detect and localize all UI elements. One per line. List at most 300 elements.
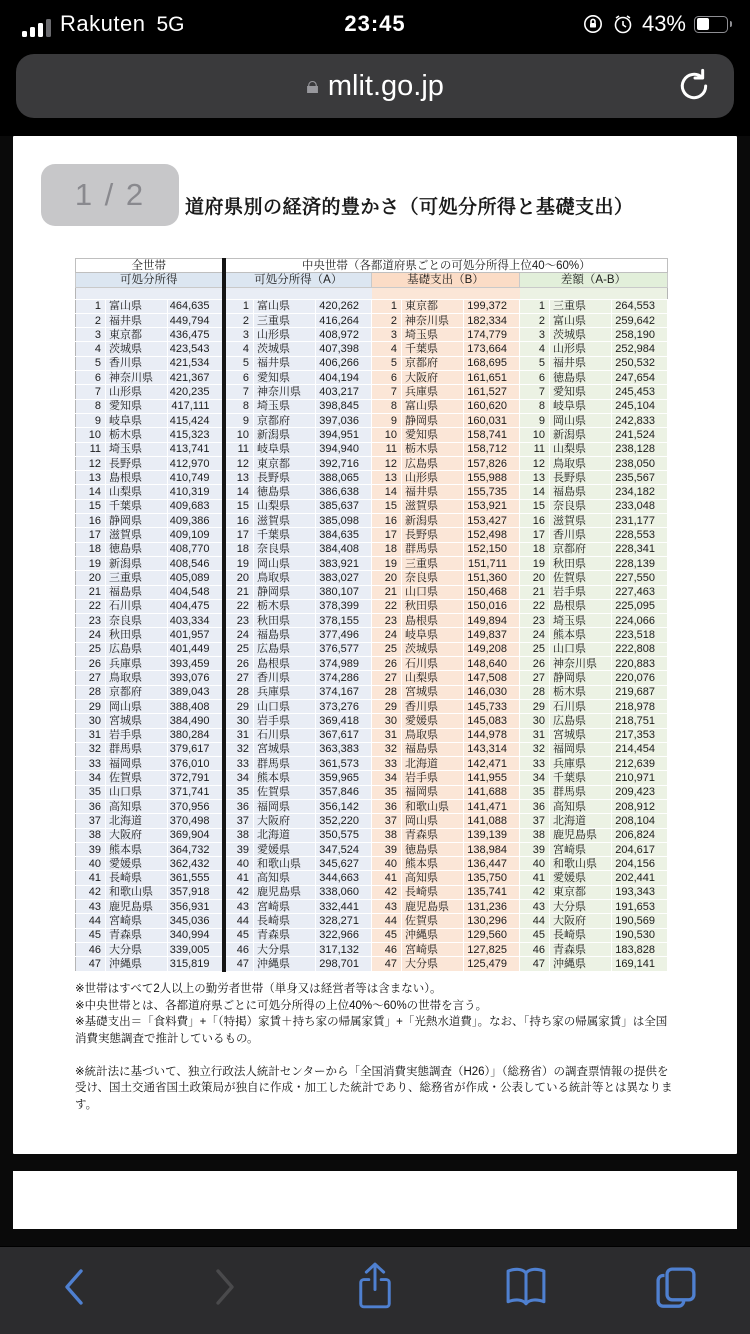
val-cell: 158,741 [464,428,520,442]
name-cell: 岩手県 [106,728,168,742]
back-button[interactable] [48,1261,100,1313]
val-cell: 403,334 [168,614,224,628]
share-icon [355,1261,395,1313]
val-cell: 317,132 [316,942,372,956]
rank-cell: 35 [76,785,106,799]
val-cell: 344,663 [316,871,372,885]
column-header: 差額（A-B） [520,273,668,287]
val-cell: 161,651 [464,371,520,385]
name-cell: 岐阜県 [106,413,168,427]
val-cell: 383,921 [316,556,372,570]
name-cell: 岡山県 [550,413,612,427]
prefecture-income-table [75,258,668,972]
name-cell: 群馬県 [550,785,612,799]
rank-cell: 1 [224,299,254,313]
name-cell: 茨城県 [106,342,168,356]
val-cell: 388,065 [316,471,372,485]
val-cell: 169,141 [612,957,668,971]
rank-cell: 15 [372,499,402,513]
rank-cell: 22 [76,599,106,613]
rank-cell: 40 [372,857,402,871]
rank-cell: 9 [372,413,402,427]
name-cell: 大阪府 [550,914,612,928]
table-row [76,957,668,971]
rank-cell: 46 [372,942,402,956]
safari-toolbar [0,1246,750,1334]
val-cell: 371,741 [168,785,224,799]
name-cell: 東京都 [254,456,316,470]
table-row [76,914,668,928]
rank-cell: 7 [520,385,550,399]
name-cell: 山形県 [402,471,464,485]
val-cell: 125,479 [464,957,520,971]
rank-cell: 11 [224,442,254,456]
rank-cell: 3 [76,328,106,342]
rank-cell: 45 [520,928,550,942]
name-cell: 徳島県 [254,485,316,499]
name-cell: 石川県 [550,699,612,713]
val-cell: 224,066 [612,614,668,628]
val-cell: 146,030 [464,685,520,699]
name-cell: 宮崎県 [402,942,464,956]
name-cell: 山口県 [106,785,168,799]
rank-cell: 25 [76,642,106,656]
val-cell: 151,360 [464,571,520,585]
rank-cell: 47 [372,957,402,971]
name-cell: 千葉県 [402,342,464,356]
rank-cell: 31 [224,728,254,742]
table-row [76,499,668,513]
val-cell: 228,553 [612,528,668,542]
table-row [76,900,668,914]
name-cell: 静岡県 [402,413,464,427]
carrier-label: Rakuten [60,11,146,36]
val-cell: 363,383 [316,742,372,756]
val-cell: 174,779 [464,328,520,342]
page-indicator-badge: 1 / 2 [41,164,179,226]
val-cell: 374,167 [316,685,372,699]
val-cell: 208,104 [612,814,668,828]
val-cell: 401,957 [168,628,224,642]
rank-cell: 7 [224,385,254,399]
name-cell: 大分県 [254,942,316,956]
val-cell: 218,751 [612,714,668,728]
val-cell: 227,550 [612,571,668,585]
val-cell: 160,031 [464,413,520,427]
rank-cell: 30 [520,714,550,728]
rank-cell: 8 [520,399,550,413]
url-domain-label: mlit.go.jp [327,69,444,102]
val-cell: 373,276 [316,699,372,713]
name-cell: 静岡県 [106,514,168,528]
chevron-left-icon [59,1265,89,1309]
rank-cell: 20 [224,571,254,585]
rank-cell: 47 [224,957,254,971]
rank-cell: 26 [520,657,550,671]
val-cell: 149,208 [464,642,520,656]
name-cell: 奈良県 [106,614,168,628]
name-cell: 香川県 [254,671,316,685]
val-cell: 404,475 [168,599,224,613]
rank-cell: 19 [372,556,402,570]
name-cell: 青森県 [254,928,316,942]
rank-cell: 3 [520,328,550,342]
name-cell: 千葉県 [550,771,612,785]
val-cell: 376,010 [168,757,224,771]
name-cell: 滋賀県 [254,514,316,528]
name-cell: 長野県 [106,456,168,470]
val-cell: 338,060 [316,885,372,899]
val-cell: 409,386 [168,514,224,528]
name-cell: 熊本県 [106,842,168,856]
name-cell: 和歌山県 [402,799,464,813]
table-row [76,528,668,542]
table-row [76,428,668,442]
footnote-block-2 [75,1064,675,1114]
val-cell: 401,449 [168,642,224,656]
table-row [76,356,668,370]
rank-cell: 27 [76,671,106,685]
name-cell: 富山県 [550,313,612,327]
rank-cell: 2 [224,313,254,327]
rank-cell: 23 [76,614,106,628]
rank-cell: 8 [372,399,402,413]
name-cell: 北海道 [550,814,612,828]
rank-cell: 5 [76,356,106,370]
rank-cell: 18 [224,542,254,556]
val-cell: 252,984 [612,342,668,356]
name-cell: 山口県 [550,642,612,656]
val-cell: 406,266 [316,356,372,370]
val-cell: 135,750 [464,871,520,885]
name-cell: 愛知県 [254,371,316,385]
name-cell: 岐阜県 [402,628,464,642]
val-cell: 209,423 [612,785,668,799]
rank-cell: 29 [76,699,106,713]
val-cell: 147,508 [464,671,520,685]
rank-cell: 30 [224,714,254,728]
val-cell: 340,994 [168,928,224,942]
name-cell: 愛媛県 [402,714,464,728]
val-cell: 222,808 [612,642,668,656]
rank-cell: 43 [372,900,402,914]
val-cell: 234,182 [612,485,668,499]
val-cell: 149,837 [464,628,520,642]
address-bar[interactable] [16,54,734,118]
name-cell: 京都府 [550,542,612,556]
rank-cell: 21 [372,585,402,599]
pdf-viewport[interactable] [0,136,750,1246]
val-cell: 347,524 [316,842,372,856]
rank-cell: 35 [224,785,254,799]
rank-cell: 26 [372,657,402,671]
share-button[interactable] [349,1261,401,1313]
rank-cell: 42 [520,885,550,899]
rank-cell: 40 [76,857,106,871]
rank-cell: 35 [520,785,550,799]
val-cell: 153,921 [464,499,520,513]
rank-cell: 21 [520,585,550,599]
val-cell: 228,341 [612,542,668,556]
val-cell: 228,139 [612,556,668,570]
val-cell: 361,573 [316,757,372,771]
rank-cell: 30 [372,714,402,728]
val-cell: 415,323 [168,428,224,442]
val-cell: 385,637 [316,499,372,513]
name-cell: 山梨県 [254,499,316,513]
name-cell: 愛媛県 [550,871,612,885]
rank-cell: 45 [76,928,106,942]
name-cell: 滋賀県 [402,499,464,513]
rank-cell: 5 [520,356,550,370]
name-cell: 東京都 [402,299,464,313]
name-cell: 佐賀県 [402,914,464,928]
rank-cell: 6 [76,371,106,385]
rank-cell: 7 [76,385,106,399]
val-cell: 357,846 [316,785,372,799]
footnote-line: ※世帯はすべて2人以上の勤労者世帯（単身又は経営者等は含まない）。 [75,983,442,995]
table-row [76,399,668,413]
name-cell: 宮崎県 [106,914,168,928]
name-cell: 和歌山県 [550,857,612,871]
chevron-right-icon [210,1265,240,1309]
cellular-signal-icon [22,19,51,37]
rank-cell: 14 [372,485,402,499]
name-cell: 秋田県 [106,628,168,642]
val-cell: 383,027 [316,571,372,585]
name-cell: 奈良県 [402,571,464,585]
name-cell: 長崎県 [402,885,464,899]
name-cell: 大阪府 [254,814,316,828]
val-cell: 155,988 [464,471,520,485]
val-cell: 143,314 [464,742,520,756]
name-cell: 鳥取県 [402,728,464,742]
name-cell: 京都府 [106,685,168,699]
rank-cell: 22 [224,599,254,613]
val-cell: 160,620 [464,399,520,413]
rank-cell: 24 [372,628,402,642]
reload-button[interactable] [674,66,714,106]
rank-cell: 16 [520,514,550,528]
name-cell: 三重県 [550,299,612,313]
rank-cell: 34 [520,771,550,785]
rank-cell: 2 [76,313,106,327]
rank-cell: 16 [372,514,402,528]
rank-cell: 35 [372,785,402,799]
rank-cell: 36 [520,799,550,813]
rank-cell: 36 [224,799,254,813]
name-cell: 福岡県 [402,785,464,799]
val-cell: 372,791 [168,771,224,785]
name-cell: 愛媛県 [254,842,316,856]
val-cell: 394,951 [316,428,372,442]
rank-cell: 2 [520,313,550,327]
val-cell: 150,468 [464,585,520,599]
alarm-icon [612,13,634,35]
rank-cell: 44 [372,914,402,928]
val-cell: 359,965 [316,771,372,785]
val-cell: 233,048 [612,499,668,513]
rank-cell: 10 [372,428,402,442]
rank-cell: 39 [372,842,402,856]
val-cell: 350,575 [316,828,372,842]
pdf-page-1 [13,136,737,1154]
name-cell: 鹿児島県 [254,885,316,899]
name-cell: 長崎県 [550,928,612,942]
name-cell: 島根県 [402,614,464,628]
val-cell: 408,972 [316,328,372,342]
val-cell: 138,984 [464,842,520,856]
rank-cell: 6 [224,371,254,385]
rank-cell: 36 [372,799,402,813]
name-cell: 福島県 [550,485,612,499]
val-cell: 409,683 [168,499,224,513]
name-cell: 宮崎県 [550,842,612,856]
name-cell: 奈良県 [550,499,612,513]
val-cell: 405,089 [168,571,224,585]
val-cell: 153,427 [464,514,520,528]
rank-cell: 32 [372,742,402,756]
table-row [76,342,668,356]
val-cell: 369,904 [168,828,224,842]
rank-cell: 20 [372,571,402,585]
val-cell: 225,095 [612,599,668,613]
name-cell: 神奈川県 [550,657,612,671]
name-cell: 広島県 [106,642,168,656]
tabs-button[interactable] [650,1261,702,1313]
name-cell: 沖縄県 [402,928,464,942]
val-cell: 421,534 [168,356,224,370]
val-cell: 190,569 [612,914,668,928]
name-cell: 滋賀県 [550,514,612,528]
val-cell: 408,546 [168,556,224,570]
rank-cell: 24 [520,628,550,642]
val-cell: 345,627 [316,857,372,871]
rank-cell: 28 [520,685,550,699]
rank-cell: 46 [224,942,254,956]
rank-cell: 19 [224,556,254,570]
name-cell: 北海道 [254,828,316,842]
val-cell: 204,156 [612,857,668,871]
val-cell: 220,883 [612,657,668,671]
name-cell: 熊本県 [550,628,612,642]
name-cell: 北海道 [106,814,168,828]
rank-cell: 46 [520,942,550,956]
val-cell: 168,695 [464,356,520,370]
rank-cell: 39 [520,842,550,856]
name-cell: 広島県 [550,714,612,728]
name-cell: 石川県 [254,728,316,742]
val-cell: 362,432 [168,857,224,871]
rank-cell: 11 [76,442,106,456]
val-cell: 245,104 [612,399,668,413]
name-cell: 高知県 [254,871,316,885]
rank-cell: 14 [224,485,254,499]
name-cell: 東京都 [550,885,612,899]
val-cell: 227,463 [612,585,668,599]
table-row [76,785,668,799]
val-cell: 464,635 [168,299,224,313]
rank-cell: 37 [372,814,402,828]
val-cell: 409,109 [168,528,224,542]
name-cell: 千葉県 [254,528,316,542]
name-cell: 岩手県 [402,771,464,785]
val-cell: 259,642 [612,313,668,327]
rank-cell: 4 [372,342,402,356]
document-title: 道府県別の経済的豊かさ（可処分所得と基礎支出） [185,197,634,218]
name-cell: 福井県 [402,485,464,499]
rank-cell: 32 [520,742,550,756]
name-cell: 福島県 [106,585,168,599]
bookmarks-button[interactable] [500,1261,552,1313]
val-cell: 389,043 [168,685,224,699]
rank-cell: 2 [372,313,402,327]
val-cell: 183,828 [612,942,668,956]
rank-cell: 24 [76,628,106,642]
name-cell: 山形県 [106,385,168,399]
name-cell: 茨城県 [402,642,464,656]
val-cell: 135,741 [464,885,520,899]
table-row [76,299,668,313]
val-cell: 416,264 [316,313,372,327]
val-cell: 423,543 [168,342,224,356]
val-cell: 378,399 [316,599,372,613]
name-cell: 兵庫県 [550,757,612,771]
rank-cell: 7 [372,385,402,399]
name-cell: 神奈川県 [106,371,168,385]
table-row [76,928,668,942]
name-cell: 沖縄県 [550,957,612,971]
table-row [76,714,668,728]
table-row [76,657,668,671]
name-cell: 長野県 [402,528,464,542]
group-header: 全世帯 [76,259,224,273]
group-header: 中央世帯（各都道府県ごとの可処分所得上位40～60%） [224,259,668,273]
val-cell: 356,142 [316,799,372,813]
val-cell: 380,107 [316,585,372,599]
val-cell: 145,733 [464,699,520,713]
rank-cell: 3 [372,328,402,342]
rank-cell: 40 [224,857,254,871]
val-cell: 141,955 [464,771,520,785]
name-cell: 三重県 [402,556,464,570]
forward-button[interactable] [199,1261,251,1313]
name-cell: 宮崎県 [254,900,316,914]
rank-cell: 34 [224,771,254,785]
val-cell: 412,970 [168,456,224,470]
name-cell: 島根県 [550,599,612,613]
val-cell: 421,367 [168,371,224,385]
name-cell: 宮城県 [106,714,168,728]
val-cell: 218,978 [612,699,668,713]
name-cell: 佐賀県 [550,571,612,585]
val-cell: 250,532 [612,356,668,370]
book-icon [503,1264,549,1310]
rank-cell: 14 [76,485,106,499]
name-cell: 大分県 [550,900,612,914]
rank-cell: 8 [76,399,106,413]
rank-cell: 37 [520,814,550,828]
val-cell: 219,687 [612,685,668,699]
footnotes [75,981,675,1114]
val-cell: 328,271 [316,914,372,928]
name-cell: 山梨県 [550,442,612,456]
val-cell: 238,128 [612,442,668,456]
table-row [76,514,668,528]
rank-cell: 29 [520,699,550,713]
val-cell: 173,664 [464,342,520,356]
table-row [76,328,668,342]
